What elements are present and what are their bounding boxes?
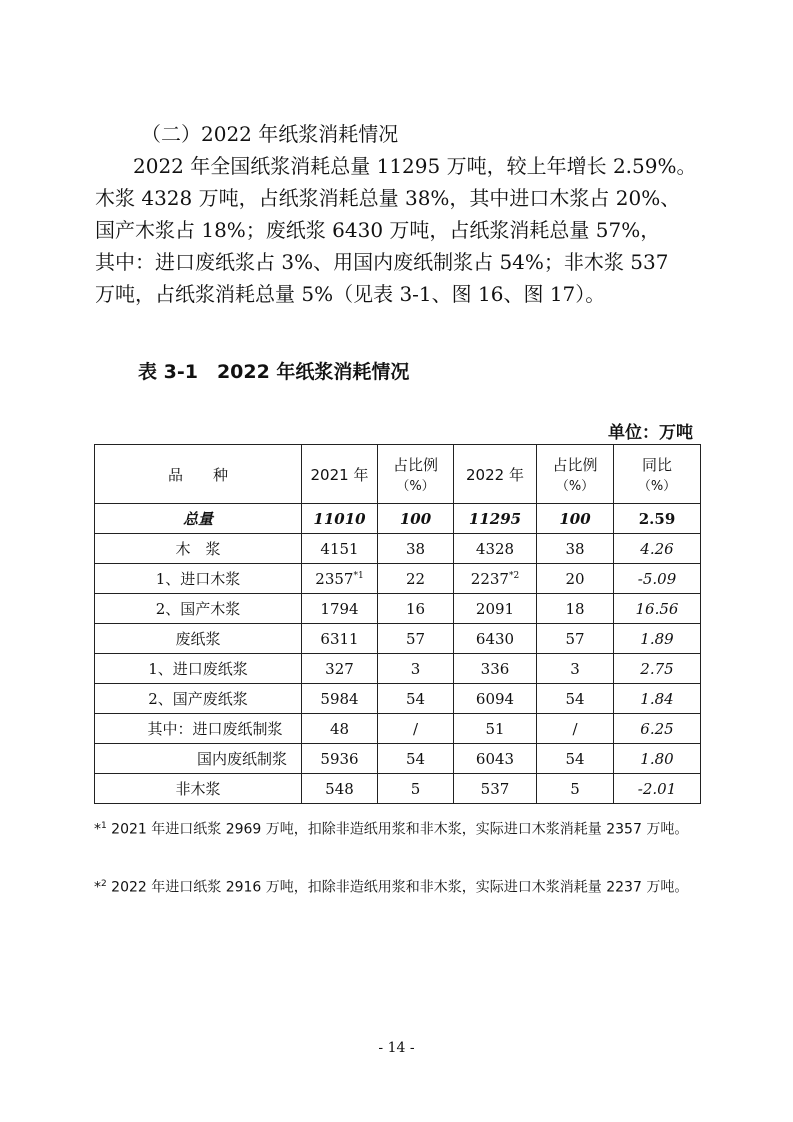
row-name: 1、进口木浆: [95, 564, 302, 594]
cell-2021: 4151: [302, 534, 378, 564]
paragraph-line: 木浆 4328 万吨，占纸浆消耗总量 38%，其中进口木浆占 20%、: [95, 186, 681, 210]
cell-share-2022: 5: [537, 774, 614, 804]
cell-share-2022: 38: [537, 534, 614, 564]
cell-2022: 6094: [454, 684, 537, 714]
page-number: - 14 -: [378, 1040, 415, 1056]
cell-share-2022: 57: [537, 624, 614, 654]
cell-yoy: 4.26: [614, 534, 701, 564]
table-row: [95, 534, 701, 564]
cell-yoy: 16.56: [614, 594, 701, 624]
cell-share-2021: 54: [378, 684, 454, 714]
cell-yoy: 2.75: [614, 654, 701, 684]
cell-share-2021: 54: [378, 744, 454, 774]
row-name: 其中：进口废纸制浆: [95, 714, 302, 744]
paragraph-line: 其中：进口废纸浆占 3%、用国内废纸制浆占 54%；非木浆 537: [95, 250, 669, 274]
header-share2-label: 占比例: [552, 456, 598, 474]
cell-share-2021: 100: [378, 504, 454, 534]
header-yoy-unit: （%）: [637, 479, 677, 494]
table-unit: 单位：万吨: [608, 423, 693, 443]
table-row: [95, 714, 701, 744]
table-row: [95, 684, 701, 714]
cell-2022: 4328: [454, 534, 537, 564]
cell-2022: 11295: [454, 504, 537, 534]
cell-yoy: 2.59: [614, 504, 701, 534]
header-share-2021: [378, 445, 454, 504]
cell-share-2021: 22: [378, 564, 454, 594]
header-share-2022: [537, 445, 614, 504]
header-share2-unit: （%）: [555, 479, 595, 494]
header-yoy-label: 同比: [641, 456, 672, 474]
cell-share-2022: 54: [537, 744, 614, 774]
table-row: [95, 654, 701, 684]
footnote-marker: *1: [353, 570, 364, 581]
cell-2022: 51: [454, 714, 537, 744]
table-row: [95, 774, 701, 804]
cell-share-2022: 3: [537, 654, 614, 684]
cell-yoy: -5.09: [614, 564, 701, 594]
cell-share-2022: /: [537, 714, 614, 744]
body-paragraph: [95, 150, 705, 310]
cell-yoy: 6.25: [614, 714, 701, 744]
cell-yoy: 1.80: [614, 744, 701, 774]
cell-share-2021: 16: [378, 594, 454, 624]
cell-2021: [302, 564, 378, 594]
footnote-mark: *: [94, 879, 101, 896]
header-share-unit: （%）: [396, 479, 435, 494]
cell-share-2022: 18: [537, 594, 614, 624]
cell-2021: 327: [302, 654, 378, 684]
cell-2022: 2091: [454, 594, 537, 624]
footnote-text: 2022 年进口纸浆 2916 万吨，扣除非造纸用浆和非木浆，实际进口木浆消耗量 2237 万吨。: [106, 879, 689, 896]
footnote-sup: 2: [101, 879, 107, 889]
cell-share-2021: 57: [378, 624, 454, 654]
cell-share-2021: /: [378, 714, 454, 744]
paragraph-line: 万吨，占纸浆消耗总量 5%（见表 3-1、图 16、图 17）。: [95, 282, 606, 306]
paragraph-line: 国产木浆占 18%；废纸浆 6430 万吨，占纸浆消耗总量 57%，: [95, 218, 661, 242]
cell-share-2021: 38: [378, 534, 454, 564]
row-name: 废纸浆: [95, 624, 302, 654]
footnote-marker: *2: [508, 570, 520, 581]
row-name: 1、进口废纸浆: [95, 654, 302, 684]
footnote-1: [94, 812, 704, 845]
table-row: [95, 564, 701, 594]
paragraph-line: 2022 年全国纸浆消耗总量 11295 万吨，较上年增长 2.59%。: [133, 154, 697, 178]
table-row: [95, 504, 701, 534]
cell-2022: [454, 564, 537, 594]
row-name: 总量: [95, 504, 302, 534]
header-variety: 品 种: [95, 445, 302, 504]
cell-value: 2357: [315, 569, 354, 588]
table-row: [95, 594, 701, 624]
header-2021: 2021 年: [302, 445, 378, 504]
footnote-sup: 1: [101, 821, 107, 831]
footnote-mark: *: [94, 821, 101, 838]
cell-share-2021: 3: [378, 654, 454, 684]
footnote-2: [94, 870, 704, 903]
row-name: 木 浆: [95, 534, 302, 564]
table-title: 表 3-1 2022 年纸浆消耗情况: [138, 361, 410, 383]
cell-value: 2237: [470, 569, 509, 588]
cell-yoy: -2.01: [614, 774, 701, 804]
cell-2022: 6430: [454, 624, 537, 654]
footnote-text: 2021 年进口纸浆 2969 万吨，扣除非造纸用浆和非木浆，实际进口木浆消耗量 2357 万吨。: [106, 821, 689, 838]
cell-2022: 336: [454, 654, 537, 684]
cell-yoy: 1.89: [614, 624, 701, 654]
cell-share-2022: 20: [537, 564, 614, 594]
cell-2022: 6043: [454, 744, 537, 774]
cell-2021: 48: [302, 714, 378, 744]
pulp-consumption-table: [94, 444, 701, 804]
cell-2021: 1794: [302, 594, 378, 624]
cell-2021: 11010: [302, 504, 378, 534]
cell-2021: 5984: [302, 684, 378, 714]
cell-2021: 5936: [302, 744, 378, 774]
header-2022: 2022 年: [454, 445, 537, 504]
header-yoy: [614, 445, 701, 504]
section-heading: （二）2022 年纸浆消耗情况: [141, 122, 399, 146]
cell-2021: 548: [302, 774, 378, 804]
row-name: 2、国产木浆: [95, 594, 302, 624]
cell-2022: 537: [454, 774, 537, 804]
cell-share-2022: 100: [537, 504, 614, 534]
row-name: 国内废纸制浆: [95, 744, 302, 774]
row-name: 非木浆: [95, 774, 302, 804]
cell-yoy: 1.84: [614, 684, 701, 714]
cell-share-2021: 5: [378, 774, 454, 804]
table-row: [95, 744, 701, 774]
cell-share-2022: 54: [537, 684, 614, 714]
cell-2021: 6311: [302, 624, 378, 654]
table-row: [95, 624, 701, 654]
header-share-label: 占比例: [392, 456, 438, 474]
row-name: 2、国产废纸浆: [95, 684, 302, 714]
